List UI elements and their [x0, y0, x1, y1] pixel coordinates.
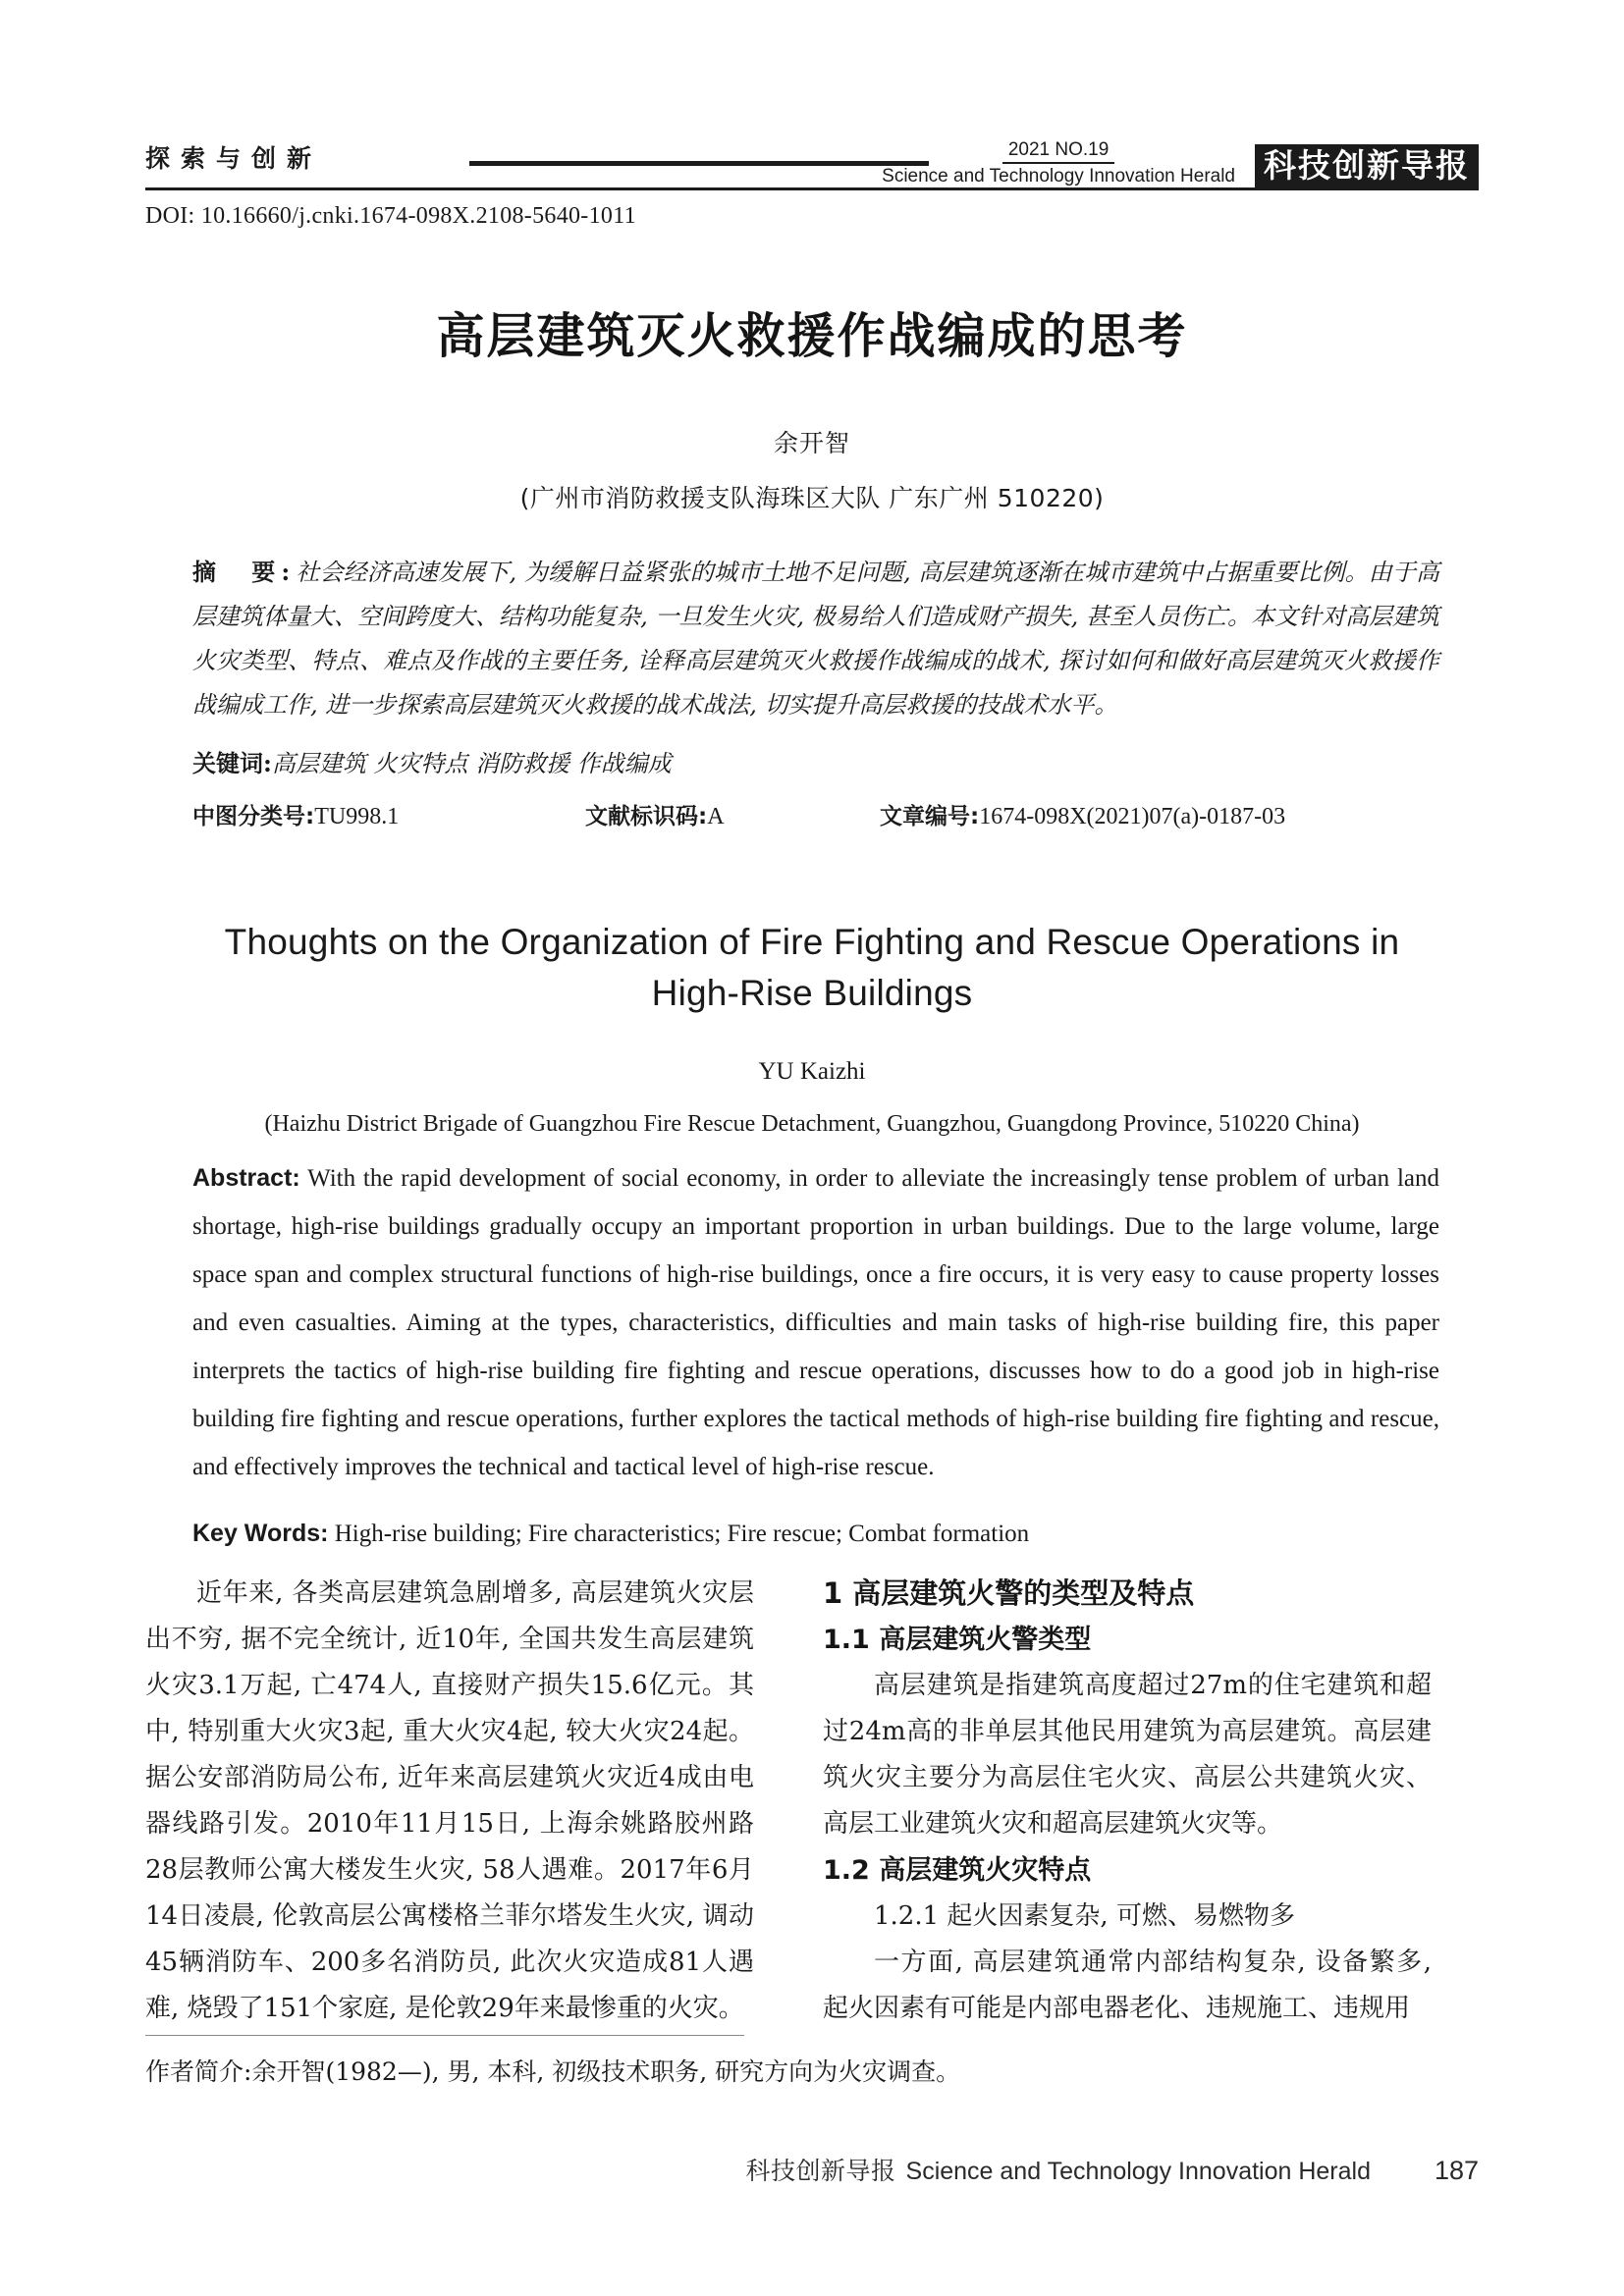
article-id-label: 文章编号: [880, 804, 980, 829]
keywords-cn [192, 743, 1439, 784]
section-heading-1-2-1: 1.2.1 起火因素复杂, 可燃、易燃物多 [874, 1901, 1295, 1931]
paragraph: 近年来, 各类高层建筑急剧增多, 高层建筑火灾层出不穷, 据不完全统计, 近10年, 全国共发生高层建筑火灾3.1万起, 亡474人, 直接财产损失15.6亿元。其中, 特别重大火灾3起, 重大火灾4起, 较大火灾24起。据公安部消防局公布, 近年来高层建筑火灾近4成由电器线路引发。2010年11月15日, 上海余姚路胶州路28层教师公寓大楼发生火灾, 58人遇难。2017年6月14日凌晨, 伦敦高层公寓楼格兰菲尔塔发生火灾, 调动45辆消防车、200多名消防员, 此次火灾造成81人遇难, 烧毁了151个家庭, 是伦敦29年来最惨重的火灾。 [145, 1578, 754, 2023]
keywords-cn-label: 关键词: [192, 749, 272, 777]
journal-name-en: Science and Technology Innovation Herald [882, 166, 1235, 187]
footer-journal-cn: 科技创新导报 [745, 2157, 896, 2185]
keywords-en [192, 1513, 1439, 1555]
article-id [880, 798, 1439, 830]
section-heading-1: 1 高层建筑火警的类型及特点 [823, 1576, 1195, 1610]
footer-journal-en: Science and Technology Innovation Herald [905, 2158, 1371, 2185]
abstract-cn-label: 摘 要: [192, 558, 297, 586]
page-title-en: Thoughts on the Organization of Fire Fighting and Rescue Operations in High-Rise Buildings [224, 922, 1400, 1013]
footnote-divider [145, 2035, 744, 2036]
section-heading-1-2: 1.2 高层建筑火灾特点 [823, 1855, 1092, 1886]
author-name-en: YU Kaizhi [758, 1058, 866, 1085]
author-name-cn: 余开智 [773, 429, 850, 457]
page-title: 高层建筑灭火救援作战编成的思考 [436, 308, 1188, 364]
document-code [585, 798, 880, 830]
body-text-left [145, 1571, 754, 2032]
section-heading-1-1: 1.1 高层建筑火警类型 [823, 1625, 1092, 1655]
clc-value: TU998.1 [314, 804, 400, 829]
article-id-value: 1674-098X(2021)07(a)-0187-03 [979, 804, 1286, 829]
abstract-en-label: Abstract: [192, 1164, 300, 1192]
page-masthead [145, 116, 1479, 187]
affiliation-en: (Haizhu District Brigade of Guangzhou Fire Rescue Detachment, Guangzhou, Guangdong Province, 510220 China) [264, 1111, 1360, 1137]
footnote-label: 作者简介: [145, 2057, 252, 2086]
keywords-en-text: High-rise building; Fire characteristics; Fire rescue; Combat formation [334, 1521, 1030, 1547]
journal-logo: 科技创新导报 [1255, 144, 1479, 188]
document-code-value: A [707, 804, 725, 829]
body-column-left [145, 1571, 754, 2032]
paragraph: 一方面, 高层建筑通常内部结构复杂, 设备繁多, 起火因素有可能是内部电器老化、违规施工、违规用 [823, 1948, 1432, 2023]
paragraph: 高层建筑是指建筑高度超过27m的住宅建筑和超过24m高的非单层其他民用建筑为高层建筑。高层建筑火灾主要分为高层住宅火灾、高层公共建筑火灾、高层工业建筑火灾和超高层建筑火灾等。 [823, 1671, 1432, 1839]
affiliation-cn: (广州市消防救援支队海珠区大队 广东广州 510220) [519, 484, 1105, 512]
body-text-right-2 [823, 1940, 1432, 2032]
author-biography-note [145, 2052, 1274, 2093]
section-label: 探索与创新 [145, 144, 323, 173]
body-columns [145, 1571, 1479, 2023]
issue-info [882, 140, 1235, 187]
doi-line: DOI: 10.16660/j.cnki.1674-098X.2108-5640-1011 [145, 203, 636, 229]
page-footer [145, 2152, 1479, 2187]
masthead-baseline [145, 187, 1479, 190]
document-code-label: 文献标识码: [585, 804, 708, 829]
footnote-text: 余开智(1982—), 男, 本科, 初级技术职务, 研究方向为火灾调查。 [251, 2057, 961, 2086]
body-column-right [823, 1571, 1432, 2032]
article-meta-cn [192, 798, 1439, 830]
abstract-cn-text: 社会经济高速发展下, 为缓解日益紧张的城市土地不足问题, 高层建筑逐渐在城市建筑中占据重要比例。由于高层建筑体量大、空间跨度大、结构功能复杂, 一旦发生火灾, 极易给人们造成财产损失, 甚至人员伤亡。本文针对高层建筑火灾类型、特点、难点及作战的主要任务, 诠释高层建筑灭火救援作战编成的战术, 探讨如何和做好高层建筑灭火救援作战编成工作, 进一步探索高层建筑灭火救援的战术战法, 切实提升高层救援的技战术水平。 [192, 559, 1440, 719]
abstract-en-block [192, 1154, 1439, 1555]
page-number: 187 [1434, 2156, 1479, 2185]
clc-number [192, 798, 585, 830]
keywords-cn-text: 高层建筑 火灾特点 消防救援 作战编成 [271, 750, 672, 777]
abstract-en [192, 1154, 1439, 1491]
abstract-cn [192, 550, 1439, 727]
clc-label: 中图分类号: [192, 804, 315, 829]
body-text-right-1 [823, 1663, 1432, 1847]
abstract-cn-block [192, 550, 1439, 830]
masthead-rule [469, 161, 929, 166]
abstract-en-text: With the rapid development of social economy, in order to alleviate the increasingly tense problem of urban land shortage, high-rise buildings gradually occupy an important proportion in urban buildings. Due to the large volume, large space span and complex structural functions of high-rise buildings, once a fire occurs, it is very easy to cause property losses and even casualties. Aiming at the types, characteristics, difficulties and main tasks of high-rise building fire, this paper interprets the tactics of high-rise building fire fighting and rescue operations, discusses how to do a good job in high-rise building fire fighting and rescue operations, further explores the tactical methods of high-rise building fire fighting and rescue, and effectively improves the technical and tactical level of high-rise rescue. [192, 1165, 1439, 1480]
keywords-en-label: Key Words: [192, 1520, 329, 1547]
issue-number: 2021 NO.19 [1002, 140, 1114, 164]
